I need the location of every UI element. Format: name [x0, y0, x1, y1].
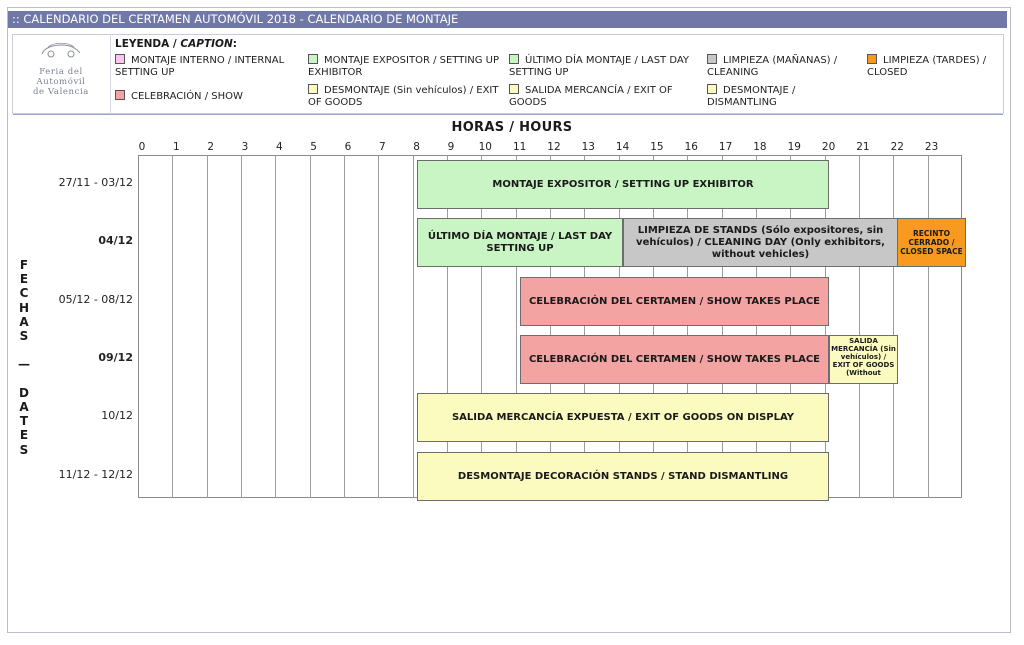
- legend-item-cleaning: [707, 54, 865, 79]
- legend-swatch: [115, 54, 125, 64]
- legend-heading-colon: :: [232, 38, 237, 50]
- vertical-label-char: [17, 343, 31, 357]
- logo-divider: [110, 34, 111, 114]
- schedule-bar-label: RECINTO CERRADO / CLOSED SPACE: [900, 229, 963, 256]
- date-row-label: 09/12: [98, 351, 133, 365]
- legend-item-show: [115, 90, 303, 103]
- schedule-bar: [623, 218, 898, 267]
- hour-tick-label: 5: [310, 141, 317, 153]
- schedule-bar: [417, 218, 623, 267]
- logo-line-1: Feria del: [39, 67, 83, 77]
- legend-item-exit-goods-no-vehicles: [308, 84, 503, 109]
- schedule-bar-label: SALIDA MERCANCÍA EXPUESTA / EXIT OF GOODS ON DISPLAY: [451, 411, 795, 423]
- date-row-label: 27/11 - 03/12: [58, 176, 133, 190]
- vertical-label-char: E: [19, 272, 29, 287]
- legend-item-internal-setup: [115, 54, 303, 79]
- hour-tick-label: 21: [856, 141, 870, 153]
- hour-tick-label: 14: [615, 141, 630, 153]
- date-row-label: 05/12 - 08/12: [58, 292, 133, 306]
- hour-tick-label: 19: [787, 141, 801, 153]
- dates-vertical-label: [17, 258, 31, 457]
- legend-heading: LEYENDA /: [115, 38, 177, 50]
- hour-tick-label: 1: [172, 141, 180, 153]
- vertical-label-char: D: [19, 385, 29, 400]
- legend-label: SALIDA MERCANCÍA / EXIT OF GOODS: [509, 85, 673, 108]
- schedule-bar: [417, 452, 829, 501]
- hour-tick-label: 11: [512, 141, 527, 153]
- hour-tick-label: 6: [344, 141, 352, 153]
- date-row-label: 11/12 - 12/12: [58, 467, 133, 481]
- schedule-bar: [520, 335, 829, 384]
- hour-tick-label: 17: [718, 141, 733, 153]
- hour-tick-label: 7: [378, 141, 386, 153]
- legend-label: LIMPIEZA (TARDES) / CLOSED: [867, 55, 987, 78]
- legend-swatch: [115, 90, 125, 100]
- schedule-bar-label: CELEBRACIÓN DEL CERTAMEN / SHOW TAKES PLACE: [528, 295, 821, 307]
- schedule-bar: [829, 335, 898, 384]
- hour-tick-label: 13: [581, 141, 595, 153]
- schedule-bar: [417, 160, 829, 209]
- hour-tick-label: 20: [821, 141, 836, 153]
- grid-line: [859, 155, 860, 498]
- grid-line: [275, 155, 276, 498]
- hour-tick-label: 23: [924, 141, 939, 153]
- schedule-bar-label: CELEBRACIÓN DEL CERTAMEN / SHOW TAKES PLACE: [528, 353, 821, 365]
- legend-swatch: [308, 54, 318, 64]
- hour-tick-label: 18: [753, 141, 767, 153]
- hours-axis-title: HORAS / HOURS: [451, 120, 573, 135]
- legend-title: [115, 38, 237, 50]
- legend-swatch: [867, 54, 877, 64]
- hour-tick-label: 8: [413, 141, 420, 153]
- grid-line: [344, 155, 345, 498]
- legend-label: CELEBRACIÓN / SHOW: [131, 91, 243, 102]
- vertical-label-char: T: [19, 414, 29, 429]
- schedule-bar-label: MONTAJE EXPOSITOR / SETTING UP EXHIBITOR: [492, 178, 754, 190]
- grid-line: [172, 155, 173, 498]
- car-logo-icon: [38, 39, 84, 61]
- vertical-label-char: C: [19, 286, 29, 301]
- legend-label: DESMONTAJE (Sin vehículos) / EXIT OF GOODS: [308, 85, 499, 108]
- vertical-label-char: A: [19, 314, 29, 329]
- schedule-bar-label: SALIDA MERCANCÍA (Sin vehículos) / EXIT OF GOODS (Without: [831, 337, 896, 377]
- page-title: :: CALENDARIO DEL CERTAMEN AUTOMÓVIL 2018 - CALENDARIO DE MONTAJE: [8, 11, 1007, 28]
- vertical-label-char: S: [19, 442, 29, 457]
- vertical-label-char: [17, 372, 31, 386]
- hour-tick-label: 4: [275, 141, 283, 153]
- vertical-label-char: A: [19, 400, 29, 415]
- legend-item-setting-up-exhibitor: [308, 54, 503, 79]
- logo: [14, 37, 108, 109]
- hour-tick-label: 2: [207, 141, 214, 153]
- hour-tick-label: 16: [684, 141, 698, 153]
- hour-tick-label: 10: [478, 141, 492, 153]
- grid-line: [378, 155, 379, 498]
- vertical-label-char: E: [19, 428, 29, 443]
- legend-item-last-day-setting-up: [509, 54, 699, 79]
- hour-tick-label: 0: [138, 141, 146, 153]
- grid-line: [207, 155, 208, 498]
- vertical-label-char: H: [18, 300, 30, 315]
- legend-swatch: [308, 84, 318, 94]
- vertical-label-char: F: [19, 258, 29, 272]
- legend-heading-italic: CAPTION: [180, 38, 233, 50]
- vertical-label-char: S: [19, 329, 29, 344]
- legend-label: LIMPIEZA (MAÑANAS) / CLEANING: [707, 55, 838, 78]
- legend-swatch: [509, 84, 519, 94]
- logo-line-3: de Valencia: [33, 87, 89, 97]
- date-row-label: 10/12: [101, 409, 133, 423]
- legend-swatch: [707, 54, 717, 64]
- hour-tick-label: 22: [890, 141, 904, 153]
- legend-label: MONTAJE EXPOSITOR / SETTING UP EXHIBITOR: [308, 55, 500, 78]
- schedule-bar: [417, 393, 829, 442]
- schedule-bar: [520, 277, 829, 326]
- legend-swatch: [707, 84, 717, 94]
- schedule-bar-label: ÚLTIMO DÍA MONTAJE / LAST DAY SETTING UP: [427, 230, 613, 254]
- hour-tick-label: 9: [447, 141, 455, 153]
- grid-line: [928, 155, 929, 498]
- hour-tick-label: 3: [241, 141, 249, 153]
- grid-line: [241, 155, 242, 498]
- legend-label: DESMONTAJE / DISMANTLING: [707, 85, 796, 108]
- hour-tick-label: 15: [650, 141, 664, 153]
- date-row-label: 04/12: [98, 234, 133, 248]
- legend-label: ÚLTIMO DÍA MONTAJE / LAST DAY SETTING UP: [509, 55, 690, 78]
- grid-line: [310, 155, 311, 498]
- legend-item-closed: [867, 54, 1002, 79]
- grid-line: [413, 155, 414, 498]
- vertical-label-char: —: [18, 357, 30, 372]
- schedule-bar-label: DESMONTAJE DECORACIÓN STANDS / STAND DISMANTLING: [457, 470, 789, 482]
- legend-item-dismantling: [707, 84, 827, 109]
- schedule-bar: [897, 218, 966, 267]
- legend-label: MONTAJE INTERNO / INTERNAL SETTING UP: [115, 55, 285, 78]
- grid-line: [893, 155, 894, 498]
- legend-swatch: [509, 54, 519, 64]
- logo-line-2: Automóvil: [36, 77, 86, 87]
- hour-tick-label: 12: [547, 141, 561, 153]
- schedule-bar-label: LIMPIEZA DE STANDS (Sólo expositores, sin vehículos) / CLEANING DAY (Only exhibitors, without vehicles): [636, 224, 885, 260]
- legend-item-exit-of-goods: [509, 84, 699, 109]
